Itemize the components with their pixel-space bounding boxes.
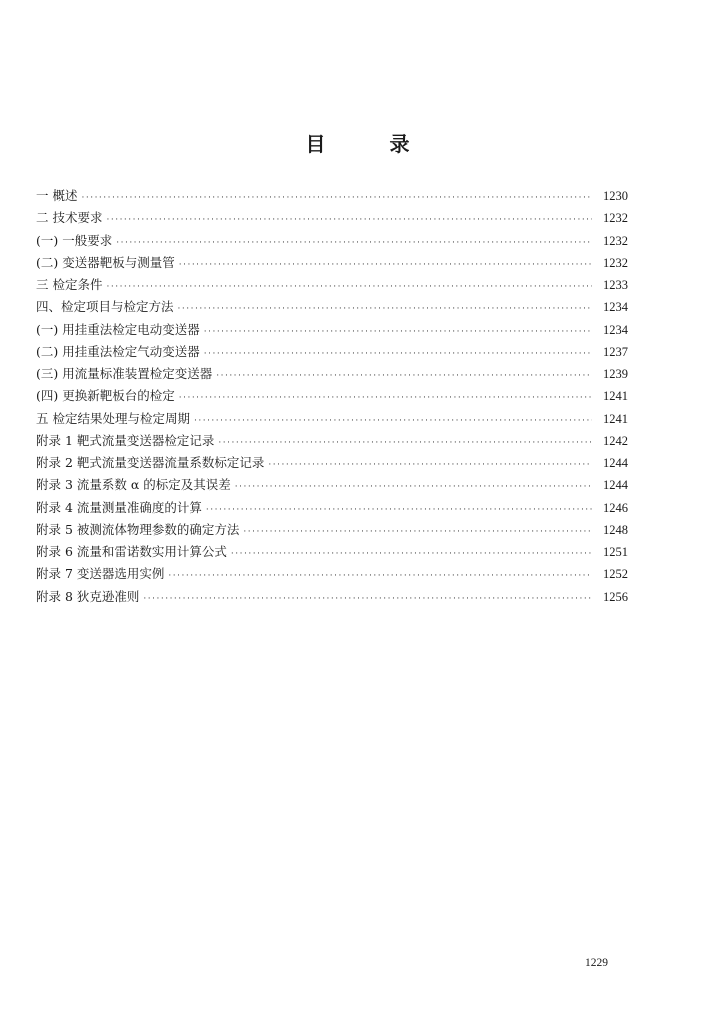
toc-entry-label: 一 概述 [36,188,78,203]
toc-entry-page: 1239 [603,367,628,381]
toc-entry[interactable] [36,408,628,430]
table-of-contents [36,185,628,608]
dot-leader [179,387,592,409]
toc-entry-label: 附录 1 靶式流量变送器检定记录 [36,432,215,448]
toc-entry-label: 五 检定结果处理与检定周期 [36,410,190,426]
dot-leader [106,209,592,231]
toc-entry-page: 1230 [603,189,628,203]
toc-entry[interactable] [36,430,628,452]
toc-entry-page: 1232 [603,211,628,226]
dot-leader [206,499,592,521]
toc-entry[interactable] [36,519,628,541]
toc-entry-label: 附录 3 流量系数 α 的标定及其误差 [36,477,231,493]
toc-entry[interactable] [36,341,628,363]
toc-entry[interactable] [36,563,628,585]
toc-entry-label: 三 检定条件 [36,277,103,292]
toc-entry-label: 附录 6 流量和雷诺数实用计算公式 [36,544,227,559]
page-number: 1229 [585,957,608,969]
toc-entry-page: 1248 [603,522,628,537]
toc-entry-label: 附录 2 靶式流量变送器流量系数标定记录 [36,455,265,470]
toc-entry-label: (二) 用挂重法检定气动变送器 [36,343,200,359]
toc-entry-page: 1234 [603,322,628,337]
dot-leader [194,410,592,432]
toc-entry[interactable] [36,319,628,341]
toc-entry-label: (一) 用挂重法检定电动变送器 [36,321,200,337]
dot-leader [218,432,592,454]
toc-entry-page: 1251 [603,545,628,559]
toc-entry-label: (一) 一般要求 [36,232,113,248]
toc-entry-label: (三) 用流量标准装置检定变送器 [36,366,213,381]
toc-entry-label: 附录 5 被测流体物理参数的确定方法 [36,521,240,537]
toc-entry-label: 附录 8 狄克逊准则 [36,588,140,604]
toc-entry-label: (四) 更换新靶板台的检定 [36,388,175,404]
toc-entry-label: 附录 4 流量测量准确度的计算 [36,499,202,515]
toc-entry-label: 二 技术要求 [36,210,103,226]
dot-leader [143,588,592,610]
dot-leader [216,365,592,387]
dot-leader [231,543,592,565]
toc-entry-page: 1234 [603,300,628,315]
toc-entry-page: 1232 [603,233,628,248]
toc-entry-label: 附录 7 变送器选用实例 [36,566,165,582]
title-char-2: 录 [389,132,412,156]
toc-entry[interactable] [36,586,628,608]
dot-leader [243,521,592,543]
toc-entry-page: 1232 [603,255,628,270]
toc-entry[interactable] [36,207,628,229]
dot-leader [268,454,592,476]
toc-entry-page: 1246 [603,500,628,515]
page-title [0,128,717,157]
toc-entry[interactable] [36,185,628,207]
dot-leader [204,343,592,365]
toc-entry-page: 1242 [603,433,628,448]
toc-entry-page: 1237 [603,344,628,359]
toc-entry-page: 1241 [603,411,628,426]
dot-leader [116,232,592,254]
toc-entry-page: 1244 [603,456,628,470]
toc-entry-label: 四、检定项目与检定方法 [36,299,174,315]
toc-entry[interactable] [36,541,628,563]
dot-leader [81,187,592,209]
dot-leader [168,565,592,587]
toc-entry-page: 1256 [603,589,628,604]
dot-leader [204,321,592,343]
title-char-1: 目 [305,132,328,156]
toc-entry-page: 1252 [603,567,628,582]
dot-leader [179,254,592,276]
toc-entry-page: 1241 [603,389,628,404]
dot-leader [178,298,592,320]
toc-entry[interactable] [36,385,628,407]
toc-entry[interactable] [36,252,628,274]
toc-entry-label: (二) 变送器靶板与测量管 [36,254,175,270]
toc-entry[interactable] [36,474,628,496]
toc-entry-page: 1233 [603,278,628,292]
toc-entry[interactable] [36,296,628,318]
dot-leader [235,476,592,498]
toc-entry[interactable] [36,274,628,296]
dot-leader [106,276,592,298]
toc-entry[interactable] [36,230,628,252]
toc-entry-page: 1244 [603,478,628,493]
toc-entry[interactable] [36,363,628,385]
toc-entry[interactable] [36,452,628,474]
toc-entry[interactable] [36,497,628,519]
